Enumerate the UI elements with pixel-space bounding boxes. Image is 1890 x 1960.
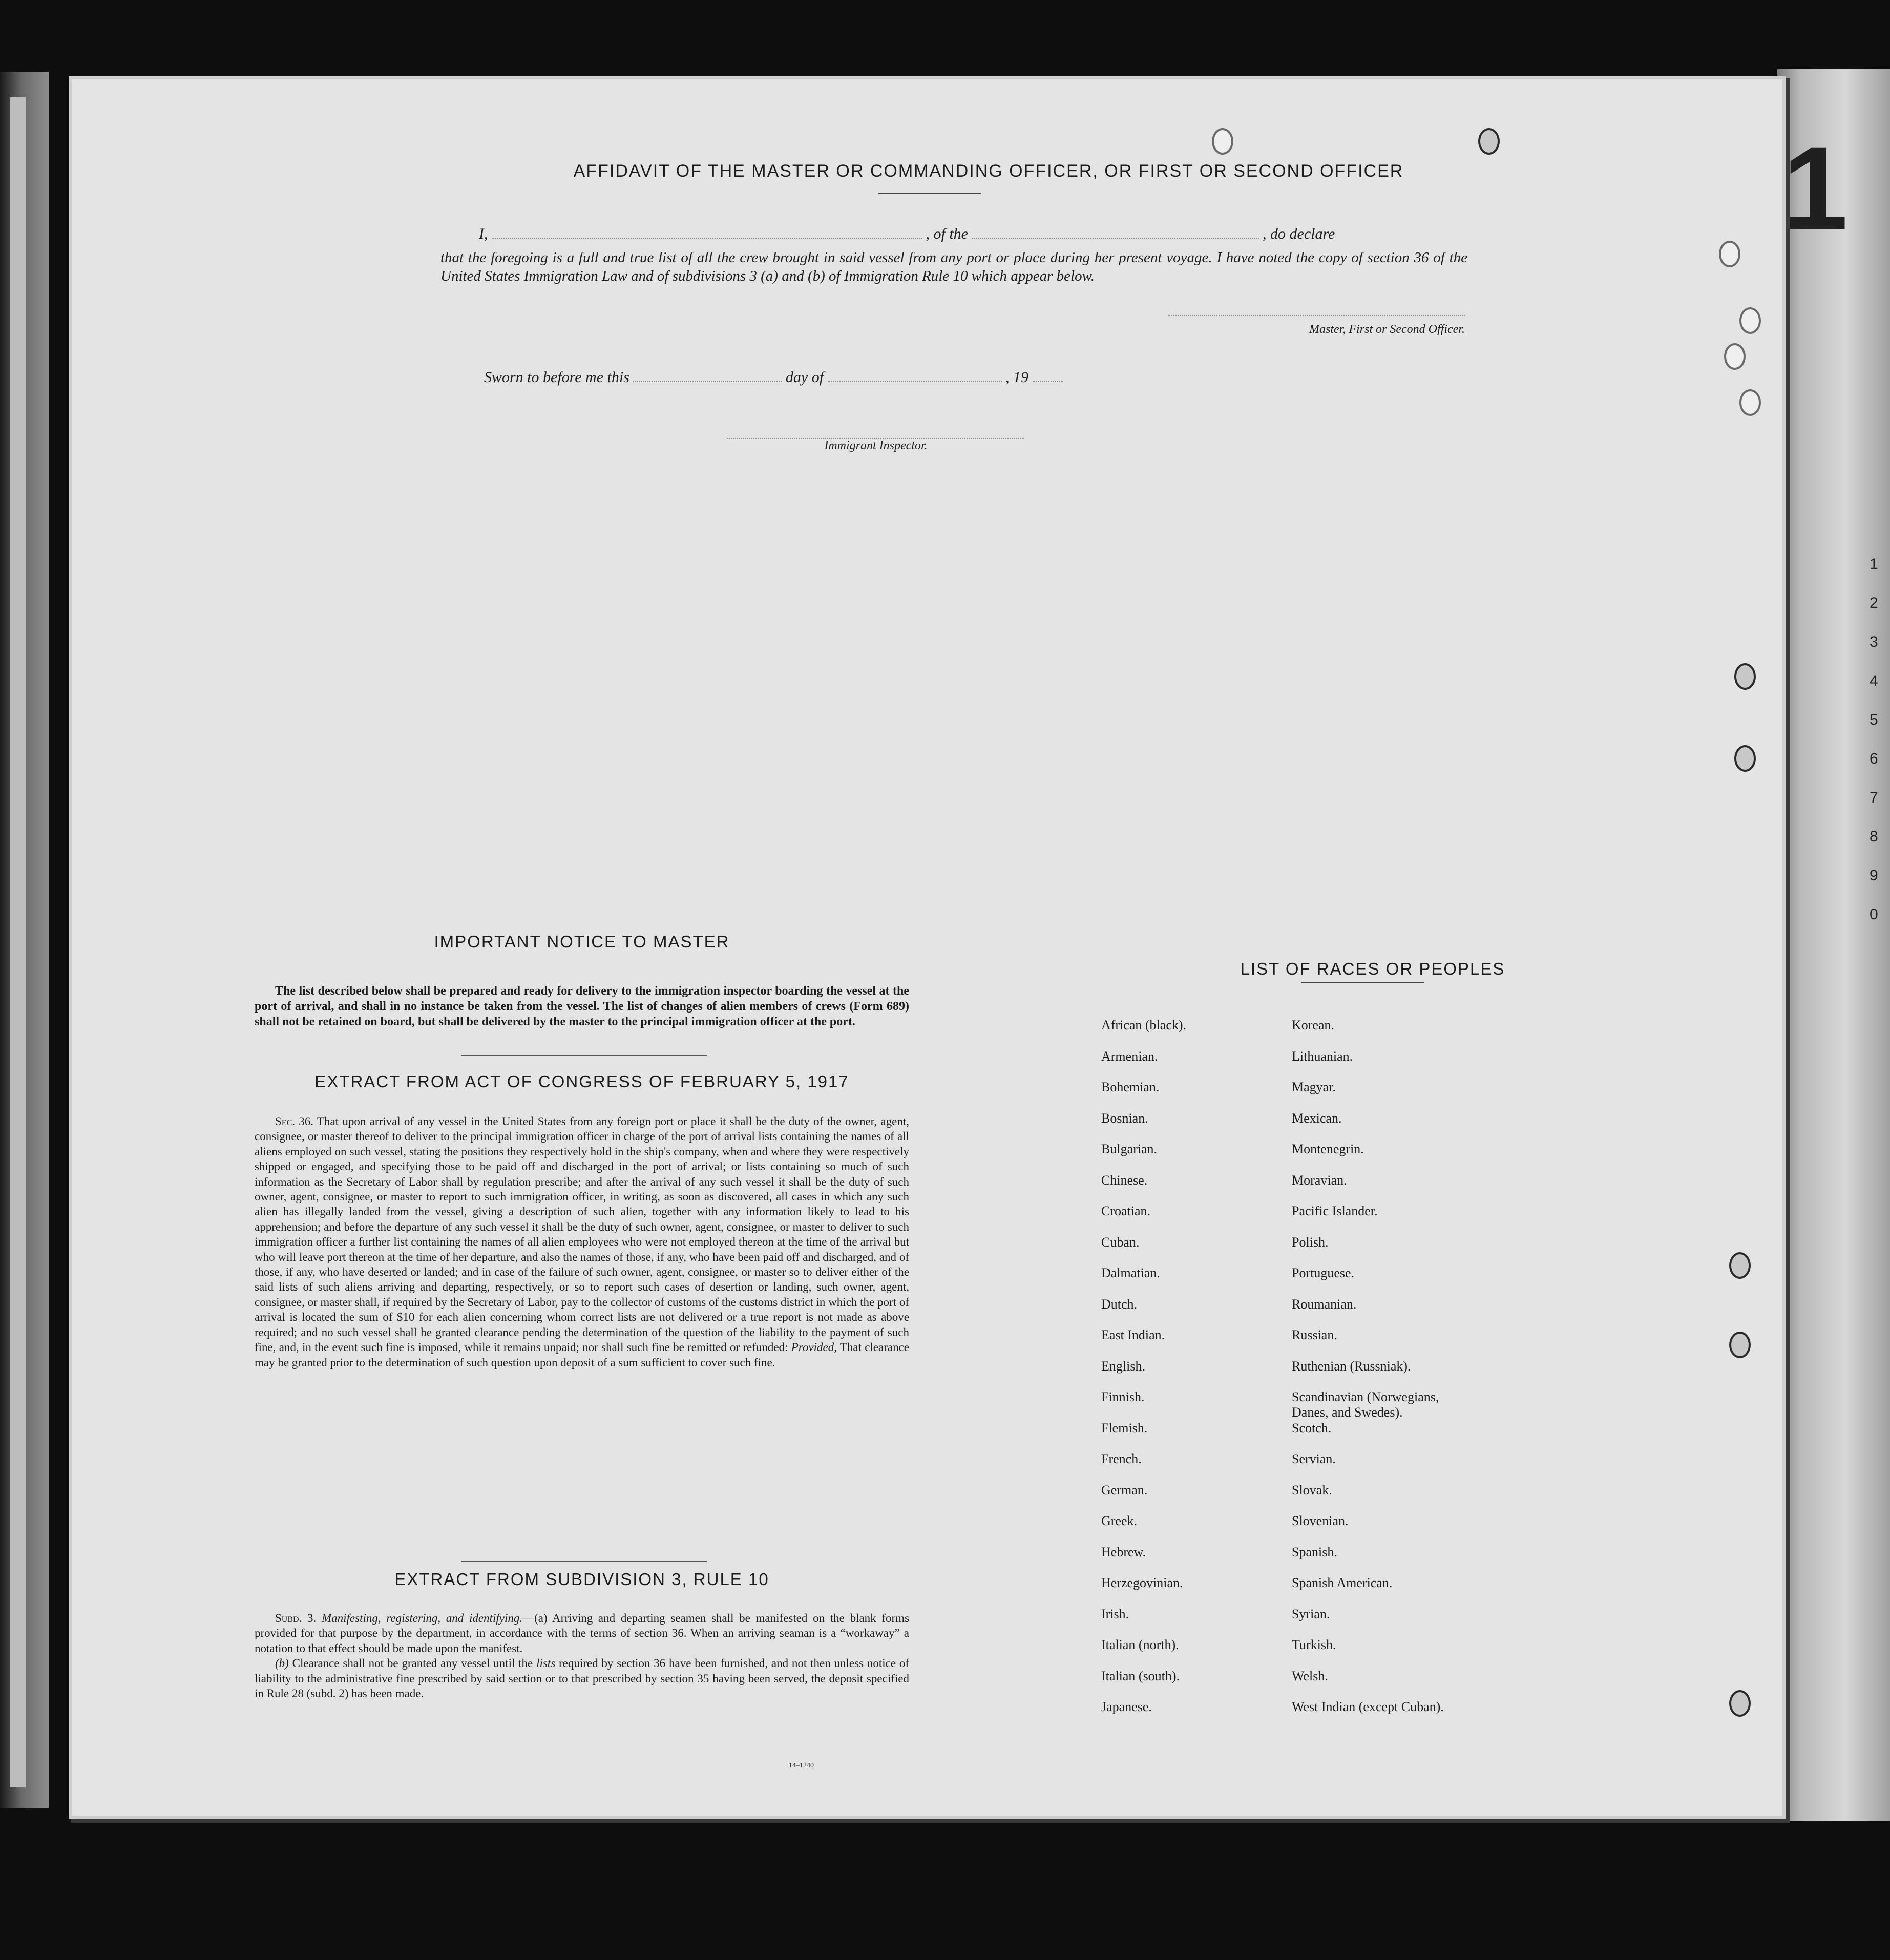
inspector-caption: Immigrant Inspector. [824,439,928,452]
rule-10-para-b [255,1656,909,1701]
race-item: Armenian. [1101,1048,1158,1064]
affidavit-body: that the foregoing is a full and true list of all the crew brought in said vessel from any port or place during her present voyage. I have noted the copy of section 36 of the United States Immigration Law and of subdivisions 3 (a) and (b) of Immigration Rule 10 which appear below. [440,249,1467,284]
para-a-text: Arriving and departing seamen shall be manifested on the blank forms provided for that purpose by the department, in accordance with the terms of section 36. When an arriving seaman is a “workaway” a notation to that effect should be made upon the manifest. [255,1612,910,1655]
sworn-year: , 19 [1005,369,1029,386]
margin-row-number: 7 [1870,789,1878,806]
race-item: Japanese. [1101,1699,1152,1714]
race-item: Roumanian. [1292,1296,1357,1312]
margin-row-number: 2 [1870,595,1878,612]
extract-rule-title: EXTRACT FROM SUBDIVISION 3, RULE 10 [394,1570,769,1589]
right-page-numeral: 1 [1782,122,1848,254]
sworn-day-of: day of [785,369,824,386]
race-item: Slovak. [1292,1482,1332,1498]
sworn-day-field[interactable] [633,381,782,382]
race-item: Dutch. [1101,1296,1138,1312]
race-item: West Indian (except Cuban). [1292,1699,1444,1714]
race-item: Bosnian. [1101,1110,1148,1126]
race-item: Spanish. [1292,1544,1337,1559]
para-a-label: —(a) [522,1612,548,1625]
para-b-label: (b) [275,1657,289,1670]
race-item: Finnish. [1101,1389,1145,1404]
punch-hole [1734,745,1756,772]
punch-hole [1212,128,1233,155]
race-item: Chinese. [1101,1172,1148,1188]
affidavit-title: AFFIDAVIT OF THE MASTER OR COMMANDING OFFICER, OR FIRST OR SECOND OFFICER [573,161,1404,181]
title-underline [878,193,981,194]
extract-act-title: EXTRACT FROM ACT OF CONGRESS OF FEBRUARY 5, 1917 [314,1072,849,1091]
sworn-year-field[interactable] [1033,381,1063,382]
form-number: 14–1240 [789,1762,814,1769]
manifest-back-page [72,79,1782,1816]
para-b-end: required by section 36 have been furnished, and not then unless notice of liability to the administrative fine prescribed by said section or to that prescribed by section 35 having been served, the deposit specified in Rule 28 (subd. 2) has been made. [255,1657,909,1700]
race-item: Herzegovinian. [1101,1575,1183,1590]
margin-row-number: 8 [1870,828,1878,845]
rule-10-text [255,1611,909,1701]
race-item: Polish. [1292,1234,1329,1250]
race-item: African (black). [1101,1018,1187,1032]
race-item: Scotch. [1292,1420,1332,1436]
notice-body: The list described below shall be prepared and ready for delivery to the immigration inspector boarding the vessel at the port of arrival, and shall in no instance be taken from the vessel. The list of changes of alien members of crews (Form 689) shall not be retained on board, but shall be delivered by the master to the principal immigration officer at the port. [255,984,909,1028]
notice-title: IMPORTANT NOTICE TO MASTER [434,932,730,951]
race-item: Cuban. [1101,1234,1140,1250]
margin-row-number: 9 [1870,867,1878,884]
signature-line[interactable] [1168,315,1465,316]
subd-heading: Manifesting, registering, and identifying. [321,1612,523,1625]
race-item: Italian (north). [1101,1637,1179,1652]
race-item: Servian. [1292,1451,1336,1466]
section-divider [461,1055,707,1056]
punch-hole [1719,241,1740,267]
race-item: Moravian. [1292,1172,1347,1188]
race-item: Croatian. [1101,1204,1151,1218]
sworn-prefix: Sworn to before me this [484,369,629,386]
provided-word: Provided, [791,1341,837,1354]
vessel-name-field[interactable] [972,238,1259,239]
race-item: Bohemian. [1101,1080,1160,1094]
punch-hole [1729,1252,1751,1279]
section-36-text [255,1114,909,1370]
race-item: Lithuanian. [1292,1048,1353,1064]
punch-hole [1478,128,1500,155]
master-name-field[interactable] [492,238,922,239]
margin-row-number: 5 [1870,711,1878,728]
left-adjacent-page [10,97,26,1787]
race-item: Bulgarian. [1101,1142,1158,1156]
race-item: German. [1101,1482,1148,1498]
para-b-start: Clearance shall not be granted any vessel until the [292,1657,533,1670]
race-item: Magyar. [1292,1080,1336,1094]
race-item: Irish. [1101,1606,1129,1621]
races-title-underline [1301,982,1424,983]
section-36-body-end: That clearance may be granted prior to the determination of such question upon deposit of a sum sufficient to cover such fine. [255,1341,910,1369]
affidavit-declaration-line [479,225,1467,243]
affidavit-i: I, [479,225,488,242]
races-title: LIST OF RACES OR PEOPLES [1240,959,1505,978]
section-divider [461,1561,707,1562]
affidavit-do-declare: , do declare [1263,225,1335,242]
affidavit-of-the: , of the [926,225,968,242]
right-adjacent-pages [1777,69,1890,1821]
race-item: Korean. [1292,1018,1335,1032]
race-item: Welsh. [1292,1668,1328,1683]
race-item: Hebrew. [1101,1544,1146,1559]
race-item: Russian. [1292,1327,1337,1342]
section-label: Sec. 36. [275,1115,314,1128]
section-36-body: That upon arrival of any vessel in the United States from any foreign port or place it shall be the duty of the owner, agent, consignee, or master thereof to deliver to the principal immigration officer in charge of the port of arrival lists containing the names of all aliens employed on such vessel, stating the positions they respectively hold in the ship's company, when and where they were respectively shipped or engaged, and specifying those to be paid off and discharged in the port of arrival; or lists containing so much of such information as the Secretary of Labor shall by regulation prescribe; and after the arrival of any such vessel it shall be the duty of such owner, agent, consignee, or master to report to such immigration officer, in writing, as soon as discovered, all cases in which any such alien has illegally landed from the vessel, giving a description of such alien, together with any information likely to lead to his apprehension; and before the departure of any such vessel it shall be the duty of such owner, agent, consignee, or master to deliver to such immigration officer a further list containing the names of all alien employees who were not employed thereon at the time of the arrival but who will leave port thereon at the time of her departure, and also the names of those, if any, who have been paid off and discharged, and of those, if any, who have deserted or landed; and in case of the failure of such owner, agent, consignee, or master so to deliver either of the said lists of such aliens arriving and departing, respectively, or so to report such cases of desertion or landing, such owner, agent, consignee, or master shall, if required by the Secretary of Labor, pay to the collector of customs of the customs district in which the port of arrival is located the sum of $10 for each alien concerning whom correct lists are not delivered or a true report is not made as above required; and no such vessel shall be granted clearance pending the determination of the question of the liability to the payment of such fine, and, in the event such fine is imposed, while it remains unpaid; nor shall such fine be remitted or refunded: [255,1115,909,1354]
sworn-month-field[interactable] [828,381,1002,382]
race-item: Syrian. [1292,1606,1330,1621]
race-item: Dalmatian. [1101,1266,1160,1280]
para-b-lists: lists [536,1657,556,1670]
race-item: Flemish. [1101,1420,1148,1436]
subd-label: Subd. 3. [275,1612,317,1625]
race-item: Slovenian. [1292,1513,1349,1528]
punch-hole [1739,389,1761,416]
race-item: English. [1101,1358,1145,1374]
punch-hole [1739,307,1761,334]
race-item: Ruthenian (Russniak). [1292,1358,1411,1374]
race-item: Turkish. [1292,1637,1336,1652]
race-item: Pacific Islander. [1292,1204,1378,1218]
margin-row-number: 3 [1870,634,1878,650]
sworn-line [484,369,1201,386]
race-item: Montenegrin. [1292,1142,1364,1156]
margin-row-number: 6 [1870,750,1878,767]
punch-hole [1729,1690,1751,1717]
race-item: East Indian. [1101,1327,1165,1342]
margin-row-number: 4 [1870,672,1878,689]
punch-hole [1724,343,1746,370]
rule-10-para-a [255,1611,909,1656]
race-item: Mexican. [1292,1110,1342,1126]
race-item: Italian (south). [1101,1668,1180,1683]
race-item: Portuguese. [1292,1266,1355,1280]
punch-hole [1729,1332,1751,1358]
race-item: Scandinavian (Norwegians, Danes, and Swedes). [1292,1389,1439,1420]
race-item: Greek. [1101,1513,1138,1528]
margin-row-number: 0 [1870,906,1878,923]
signature-caption: Master, First or Second Officer. [1309,323,1465,336]
punch-hole [1734,663,1756,690]
race-item: French. [1101,1451,1142,1466]
margin-row-number: 1 [1870,556,1878,573]
race-item: Spanish American. [1292,1575,1393,1590]
